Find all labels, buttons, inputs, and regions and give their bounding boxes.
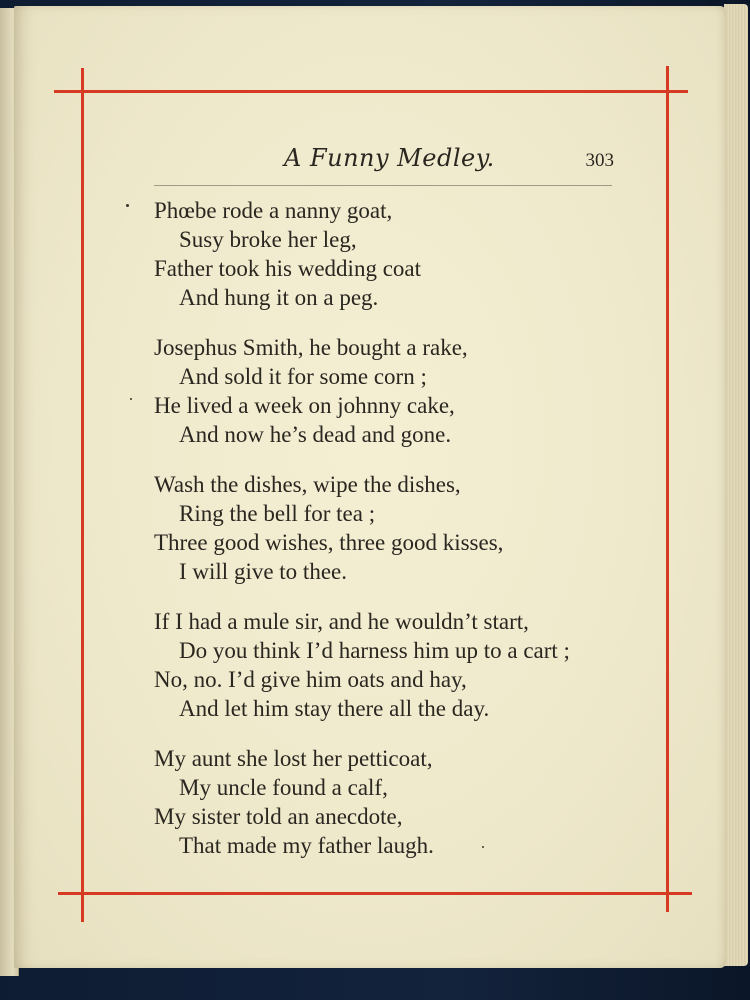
stanza [154,333,654,449]
paper-speck [482,846,484,848]
poem-line: Ring the bell for tea ; [179,501,376,526]
page-stack-edge [724,4,748,966]
poem-line: And now he’s dead and gone. [179,422,452,447]
poem-line: Father took his wedding coat [154,256,422,281]
paper-speck [126,204,129,207]
poem-line: My uncle found a calf, [179,775,388,800]
poem-line: Susy broke her leg, [179,227,357,252]
poem-body [154,196,654,860]
poem-line: Do you think I’d harness him up to a cart ; [179,638,570,663]
running-header [154,144,616,176]
poem-line: He lived a week on johnny cake, [154,393,455,418]
stanza [154,470,654,586]
poem-line: Josephus Smith, he bought a rake, [154,335,468,360]
poem-line: My sister told an anecdote, [154,804,403,829]
frame-rule-left [81,68,84,922]
frame-rule-top [54,90,688,93]
stanza [154,607,654,723]
page-number: 303 [585,150,614,171]
poem-line: Phœbe rode a nanny goat, [154,198,393,223]
poem-line: If I had a mule sir, and he wouldn’t start, [154,609,529,634]
poem-line: And let him stay there all the day. [179,696,490,721]
stanza [154,196,654,312]
frame-rule-right [666,66,669,912]
poem-line: No, no. I’d give him oats and hay, [154,667,467,692]
poem-line: I will give to thee. [179,559,347,584]
poem-line: And hung it on a peg. [179,285,379,310]
poem-line: Wash the dishes, wipe the dishes, [154,472,461,497]
header-rule [154,185,612,186]
page-title: A Funny Medley. [284,144,495,172]
book-page [14,6,726,968]
poem-line: And sold it for some corn ; [179,364,427,389]
poem-line: Three good wishes, three good kisses, [154,530,504,555]
paper-speck [130,398,132,400]
frame-rule-bottom [58,892,692,895]
poem-line: My aunt she lost her petticoat, [154,746,433,771]
stanza [154,744,654,860]
poem-line: That made my father laugh. [179,833,434,858]
